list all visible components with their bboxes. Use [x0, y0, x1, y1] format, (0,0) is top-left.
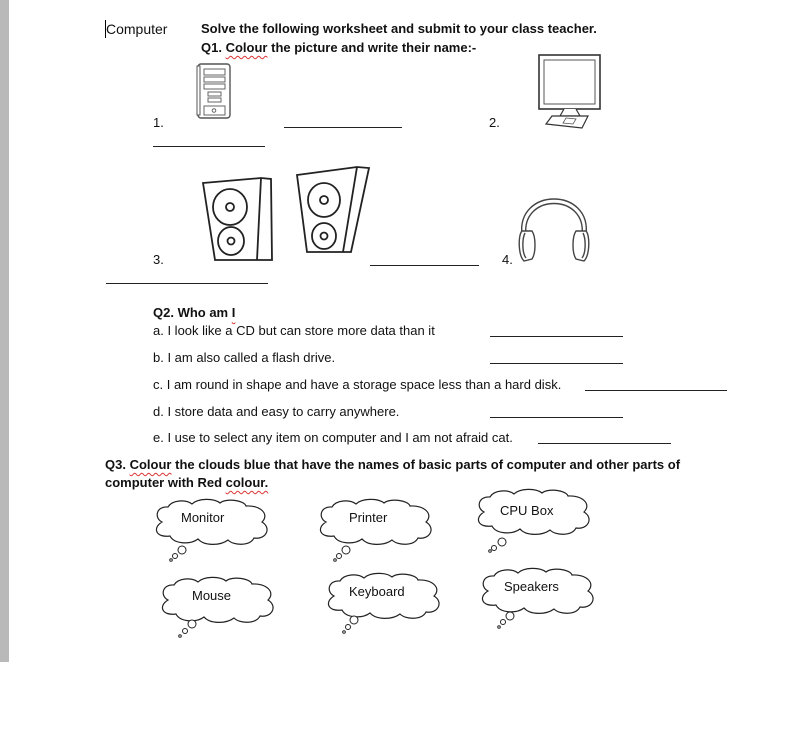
thought-cloud-icon — [314, 498, 436, 560]
q2-heading — [153, 305, 235, 321]
cloud-speakers[interactable]: Speakers — [504, 579, 559, 594]
thought-cloud-icon — [156, 576, 278, 638]
q1-prefix: Q1. — [201, 40, 222, 55]
q2-item-d: d. I store data and easy to carry anywhere. — [153, 404, 400, 419]
q2-item-a: a. I look like a CD but can store more data than it — [153, 323, 435, 338]
answer-blank-1b[interactable] — [153, 146, 265, 147]
q2-answer-a[interactable] — [490, 336, 623, 337]
q1-label-4: 4. — [502, 252, 513, 267]
document-left-edge — [0, 0, 9, 662]
instruction-text: Solve the following worksheet and submit to your class teacher. — [201, 21, 597, 36]
cloud-printer[interactable]: Printer — [349, 510, 388, 525]
q1-word-colour: Colour — [225, 40, 268, 55]
q2-answer-c[interactable] — [585, 390, 727, 391]
speakers-icon — [201, 166, 371, 266]
monitor-icon — [536, 54, 606, 130]
answer-blank-1a[interactable] — [284, 127, 402, 128]
subject-title: Computer — [106, 21, 168, 37]
cloud-cpu-box[interactable]: CPU Box — [500, 503, 554, 518]
q1-label-2: 2. — [489, 115, 500, 130]
thought-cloud-icon — [150, 498, 272, 560]
cpu-tower-icon — [196, 63, 232, 119]
q2-item-e: e. I use to select any item on computer and I am not afraid cat. — [153, 430, 513, 445]
cloud-keyboard[interactable]: Keyboard — [349, 584, 405, 599]
q2-item-c: c. I am round in shape and have a storage space less than a hard disk. — [153, 377, 562, 392]
q2-answer-d[interactable] — [490, 417, 623, 418]
q2-title: Q2. Who am — [153, 305, 229, 320]
headphones-icon — [516, 175, 592, 265]
thought-cloud-icon — [476, 567, 598, 629]
q2-title-mark: I — [231, 305, 236, 320]
q3-heading-line1 — [105, 457, 680, 473]
q1-label-1: 1. — [153, 115, 164, 130]
thought-cloud-icon — [322, 572, 444, 634]
q3-word-colour: Colour — [129, 457, 172, 472]
q1-label-3: 3. — [153, 252, 164, 267]
q3-line2-start: computer with Red — [105, 475, 223, 490]
q3-prefix: Q3. — [105, 457, 126, 472]
answer-blank-3b[interactable] — [106, 283, 268, 284]
q2-answer-b[interactable] — [490, 363, 623, 364]
q1-heading — [201, 40, 476, 56]
q3-line1-rest: the clouds blue that have the names of basic parts of computer and other parts of — [175, 457, 681, 472]
cloud-monitor[interactable]: Monitor — [181, 510, 225, 525]
q3-heading-line2 — [105, 475, 268, 491]
answer-blank-3a[interactable] — [370, 265, 479, 266]
q1-rest: the picture and write their name:- — [271, 40, 477, 55]
thought-cloud-icon — [472, 488, 594, 550]
q3-line2-end: colour. — [225, 475, 269, 490]
q2-answer-e[interactable] — [538, 443, 671, 444]
cloud-mouse[interactable]: Mouse — [192, 588, 232, 603]
q2-item-b: b. I am also called a flash drive. — [153, 350, 336, 365]
